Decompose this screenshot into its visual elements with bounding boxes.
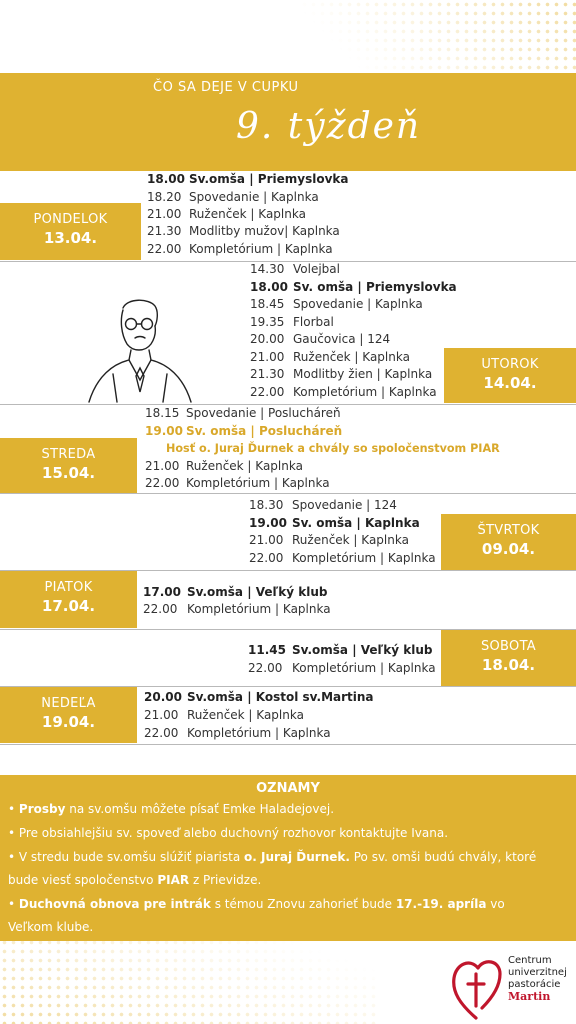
notice-text: Duchovná obnova pre intrák <box>18 897 211 911</box>
event-row: 22.00 Kompletórium | Kaplnka <box>249 551 436 565</box>
event-row: 20.00 Sv.omša | Kostol sv.Martina <box>144 690 374 704</box>
event-row: 19.00 Sv. omša | Kaplnka <box>249 516 420 530</box>
dot-pattern-top <box>300 0 576 80</box>
notice-item <box>8 798 553 821</box>
day-name: PONDELOK <box>33 212 108 227</box>
day-name: UTOROK <box>481 357 539 372</box>
notices-title: OZNAMY <box>256 781 320 796</box>
notice-text: s témou Znovu zahorieť bude <box>210 897 396 911</box>
bullet-icon: • <box>8 850 19 864</box>
day-date: 09.04. <box>481 540 536 558</box>
notice-item <box>8 846 553 892</box>
event-row: 19.00 Sv. omša | Poslucháreň <box>145 424 343 438</box>
notice-text: 17.-19. apríla <box>395 897 487 911</box>
event-row: 21.30 Modlitby žien | Kaplnka <box>250 367 433 381</box>
guest-announcement: Hosť o. Juraj Ďurnek a chvály so spoločenstvom PIAR <box>166 442 500 455</box>
day-date: 13.04. <box>43 229 98 247</box>
event-row: 18.00 Sv. omša | Priemyslovka <box>250 280 457 294</box>
day-name: NEDEĽA <box>41 696 96 711</box>
day-date: 17.04. <box>41 597 96 615</box>
day-sunday <box>0 687 137 743</box>
logo-text: Centrum univerzitnej pastorácie Martin <box>508 955 567 1003</box>
event-row: 21.30 Modlitby mužov| Kaplnka <box>147 224 340 238</box>
notice-text: Pre obsiahlejšiu sv. spoveď alebo duchovný rozhovor kontaktujte Ivana. <box>18 826 449 840</box>
notice-text: z Prievidze. <box>189 873 262 887</box>
week-title: 9. týždeň <box>236 106 422 147</box>
notice-text: PIAR <box>157 873 190 887</box>
day-tuesday <box>444 348 576 403</box>
notice-text: o. Juraj Ďurnek. <box>244 850 350 864</box>
header-subtitle: ČO SA DEJE V CUPKU <box>153 80 299 95</box>
event-row: 20.00 Gaučovica | 124 <box>250 332 391 346</box>
event-row: 18.15 Spovedanie | Poslucháreň <box>145 406 341 420</box>
notices-panel <box>0 775 576 941</box>
event-row: 18.20 Spovedanie | Kaplnka <box>147 190 319 204</box>
day-name: ŠTVRTOK <box>477 523 540 538</box>
day-date: 19.04. <box>41 713 96 731</box>
event-row: 22.00 Kompletórium | Kaplnka <box>147 242 333 256</box>
divider <box>0 404 576 405</box>
notice-text: na sv.omšu môžete písať Emke Haladejovej. <box>65 802 335 816</box>
portrait-sketch <box>83 296 195 404</box>
event-row: 11.45 Sv.omša | Veľký klub <box>248 643 433 657</box>
notice-item <box>8 893 553 939</box>
day-saturday <box>441 630 576 686</box>
event-row: 21.00 Ruženček | Kaplnka <box>250 350 410 364</box>
bullet-icon: • <box>8 897 19 911</box>
divider <box>0 493 576 494</box>
notice-text: Prosby <box>18 802 66 816</box>
event-row: 14.30 Volejbal <box>250 262 340 276</box>
day-date: 14.04. <box>483 374 537 392</box>
notice-text: vo Veľkom klube. <box>8 897 505 934</box>
event-row: 21.00 Ruženček | Kaplnka <box>249 533 409 547</box>
event-row: 18.30 Spovedanie | 124 <box>249 498 397 512</box>
event-row: 21.00 Ruženček | Kaplnka <box>144 708 304 722</box>
day-name: SOBOTA <box>480 639 537 654</box>
event-row: 18.00 Sv.omša | Priemyslovka <box>147 172 349 186</box>
event-row: 22.00 Kompletórium | Kaplnka <box>143 602 331 616</box>
notice-item <box>8 822 553 845</box>
bullet-icon: • <box>8 802 19 816</box>
divider <box>0 744 576 745</box>
day-name: STREDA <box>41 447 96 462</box>
event-row: 22.00 Kompletórium | Kaplnka <box>250 385 437 399</box>
event-row: 18.45 Spovedanie | Kaplnka <box>250 297 423 311</box>
event-row: 19.35 Florbal <box>250 315 334 329</box>
event-row: 22.00 Kompletórium | Kaplnka <box>145 476 330 490</box>
event-row: 17.00 Sv.omša | Veľký klub <box>143 585 328 599</box>
day-date: 15.04. <box>41 464 96 482</box>
day-wednesday <box>0 438 137 493</box>
event-row: 22.00 Kompletórium | Kaplnka <box>144 726 331 740</box>
event-row: 22.00 Kompletórium | Kaplnka <box>248 661 436 675</box>
day-monday <box>0 203 141 260</box>
day-name: PIATOK <box>44 580 93 595</box>
bullet-icon: • <box>8 826 19 840</box>
day-date: 18.04. <box>481 656 536 674</box>
notice-text: Po sv. omši budú chvály, ktoré bude viesť spoločenstvo <box>8 850 537 887</box>
day-thursday <box>441 514 576 570</box>
event-row: 21.00 Ruženček | Kaplnka <box>147 207 306 221</box>
day-friday <box>0 571 137 628</box>
notice-text: V stredu bude sv.omšu slúžiť piarista <box>18 850 244 864</box>
dot-pattern-bottom <box>0 938 380 1024</box>
event-row: 21.00 Ruženček | Kaplnka <box>145 459 303 473</box>
